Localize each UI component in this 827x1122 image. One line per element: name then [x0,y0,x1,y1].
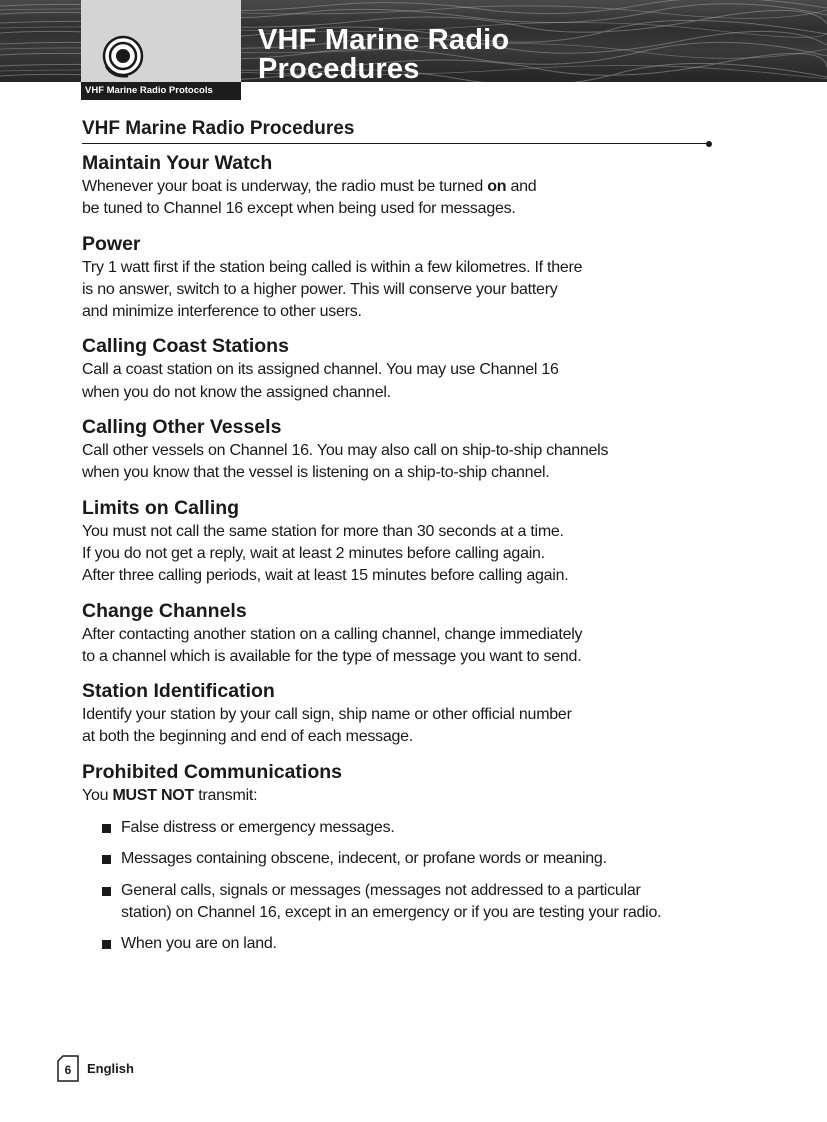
bold-must-not: MUST NOT [112,786,194,804]
text-line: when you know that the vessel is listening on a ship-to-ship channel. [82,464,550,482]
heading-calling-coast-stations: Calling Coast Stations [82,335,289,358]
prohibited-list [82,817,722,955]
heading-rule-dot [706,141,712,147]
text: You [82,786,113,804]
heading-prohibited-communications: Prohibited Communications [82,760,343,783]
para-change-channels [82,624,722,669]
text-line: is no answer, switch to a higher power. This will conserve your battery [82,280,558,298]
section-tab-label: VHF Marine Radio Protocols [81,82,241,100]
list-item [102,880,722,925]
para-maintain-watch [82,176,722,221]
para-prohibited-intro [82,785,722,807]
block-limits-on-calling [82,496,722,588]
list-item [102,848,722,870]
para-calling-coast-stations [82,359,722,404]
list-item-text: False distress or emergency messages. [121,819,395,837]
page-title-line1: VHF Marine Radio [258,24,510,56]
text: and [506,178,537,195]
block-prohibited-communications [82,760,722,956]
block-station-identification [82,679,722,749]
heading-calling-other-vessels: Calling Other Vessels [82,416,282,439]
text-line: to a channel which is available for the type of message you want to send. [82,647,582,665]
heading-limits-on-calling: Limits on Calling [82,496,240,519]
square-bullet-icon [102,855,111,864]
text-line: After contacting another station on a calling channel, change immediately [82,625,583,643]
text-line: You must not call the same station for more than 30 seconds at a time. [82,522,564,540]
page-title-line2: Procedures [258,53,420,82]
text-line: at both the beginning and end of each message. [82,728,413,746]
list-item [102,933,722,955]
text-line: and minimize interference to other users. [82,303,362,321]
text: be tuned to Channel 16 except when being used for messages. [82,200,516,218]
para-power [82,257,722,324]
heading-maintain-watch: Maintain Your Watch [82,152,273,174]
text-line: If you do not get a reply, wait at least 2 minutes before calling again. [82,544,545,562]
text-line: Call a coast station on its assigned channel. You may use Channel 16 [82,361,559,379]
text-line: Try 1 watt first if the station being called is within a few kilometres. If there [82,258,583,276]
para-calling-other-vessels [82,440,722,485]
text: Whenever your boat is underway, the radio must be turned [82,178,488,195]
list-item-text: When you are on land. [121,935,277,953]
list-item [102,817,722,839]
text-line: After three calling periods, wait at least 15 minutes before calling again. [82,567,569,585]
block-calling-coast-stations [82,334,722,404]
section-heading [82,117,708,144]
bold-on: on [487,178,507,195]
language-label: English [87,1061,134,1076]
radio-speaker-icon [102,32,144,80]
para-limits-on-calling [82,521,722,588]
para-station-identification [82,704,722,749]
text-line: Identify your station by your call sign, ship name or other official number [82,706,572,724]
block-maintain-watch [82,151,722,221]
block-power [82,232,722,324]
square-bullet-icon [102,887,111,896]
text-line: Call other vessels on Channel 16. You may also call on ship-to-ship channels [82,442,609,460]
list-item-text: Messages containing obscene, indecent, or profane words or meaning. [121,850,607,868]
square-bullet-icon [102,824,111,833]
list-item-text: station) on Channel 16, except in an emergency or if you are testing your radio. [121,903,662,921]
heading-change-channels: Change Channels [82,599,247,622]
main-content [82,117,722,965]
text-line: when you do not know the assigned channel. [82,383,391,401]
page-number: 6 [64,1063,72,1077]
section-heading-text: VHF Marine Radio Procedures [82,118,355,139]
block-change-channels [82,599,722,669]
text: transmit: [194,786,258,804]
heading-station-identification: Station Identification [82,680,275,703]
list-item-text: General calls, signals or messages (messages not addressed to a particular [121,881,641,899]
page-title [258,26,509,82]
heading-power: Power [82,232,141,255]
square-bullet-icon [102,940,111,949]
block-calling-other-vessels [82,415,722,485]
